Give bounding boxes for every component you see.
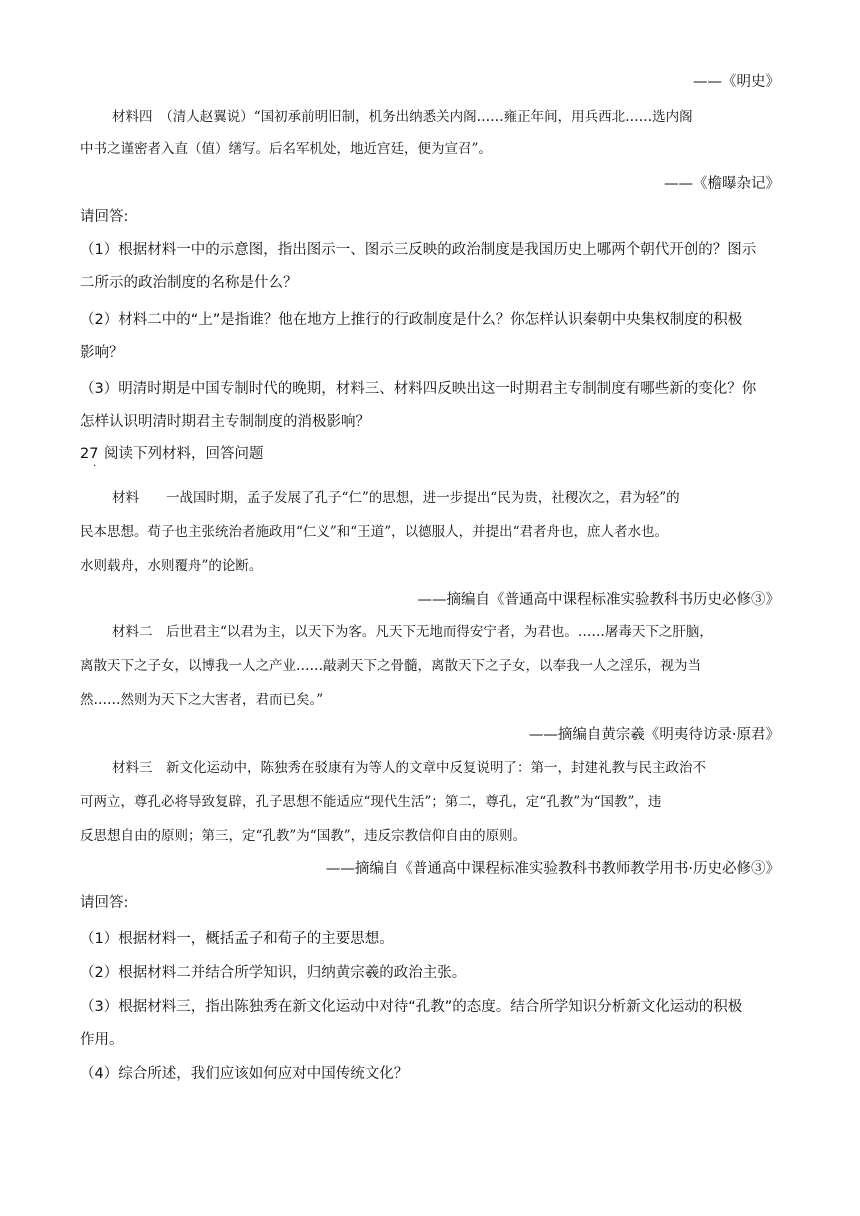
q27-material1-source: ——摘编自《普通高中课程标准实验教科书历史必修③》 [417, 592, 780, 608]
source-mingshi: ——《明史》 [693, 74, 780, 90]
q27-material2-line3: 然……然则为天下之大害者，君而已矣。” [80, 692, 324, 708]
q27-title: 阅读下列材料，回答问题 [104, 446, 264, 462]
q26-question2-line1: （2）材料二中的“上”是指谁？他在地方上推行的行政制度是什么？你怎样认识秦朝中央集权制度的积极 [80, 312, 743, 328]
q26-question3-line1: （3）明清时期是中国专制时代的晚期，材料三、材料四反映出这一时期君主专制制度有哪些新的变化？你 [80, 381, 757, 397]
q26-question1-line2: 二所示的政治制度的名称是什么？ [80, 275, 298, 291]
q27-question1: （1）根据材料一，概括孟子和荀子的主要思想。 [80, 931, 394, 947]
q27-prompt: 请回答: [80, 895, 129, 911]
q27-question3-line1: （3）根据材料三，指出陈独秀在新文化运动中对待“孔教”的态度。结合所学知识分析新文化运动的积极 [80, 999, 743, 1015]
q27-material1-line3: 水则载舟，水则覆舟”的论断。 [80, 558, 263, 574]
material4-line1: 材料四 （清人赵翼说）“国初承前明旧制，机务出纳悉关内阁……雍正年间，用兵西北……选内阁 [112, 109, 693, 125]
q27-number: 27 [80, 446, 99, 462]
q27-material3-line2: 可两立，尊孔必将导致复辟，孔子思想不能适应“现代生活”；第二，尊孔，定“孔教”为“国教”，违 [80, 794, 662, 810]
q26-question1-line1: （1）根据材料一中的示意图，指出图示一、图示三反映的政治制度是我国历史上哪两个朝代开创的？图示 [80, 242, 757, 258]
material4-line2: 中书之谨密者入直（值）缮写。后名军机处，地近宫廷，便为宣召”。 [80, 141, 492, 157]
material4-source: ——《檐曝杂记》 [664, 176, 780, 192]
q26-question3-line2: 怎样认识明清时期君主专制制度的消极影响？ [80, 414, 370, 430]
q27-material3-line1: 材料三 新文化运动中，陈独秀在驳康有为等人的文章中反复说明了：第一，封建礼教与民主政治不 [112, 760, 706, 776]
q27-material3-line3: 反思想自由的原则；第三，定“孔教”为“国教”，违反宗教信仰自由的原则。 [80, 828, 527, 844]
q27-material1-line2: 民本思想。荀子也主张统治者施政用“仁义”和“王道”，以德服人，并提出“君者舟也，庶人者水也。 [80, 524, 669, 540]
q27-question2: （2）根据材料二并结合所学知识，归纳黄宗羲的政治主张。 [80, 965, 467, 981]
q27-material1-line1: 材料 一战国时期，孟子发展了孔子“仁”的思想，进一步提出“民为贵，社稷次之，君为轻”的 [112, 490, 680, 506]
q27-material3-source: ——摘编自《普通高中课程标准实验教科书教师教学用书·历史必修③》 [325, 861, 780, 877]
q27-question3-line2: 作用。 [80, 1032, 124, 1048]
q26-question2-line2: 影响？ [80, 345, 124, 361]
q27-material2-line2: 离散天下之子女，以博我一人之产业……敲剥天下之骨髓，离散天下之子女，以奉我一人之淫乐，视为当 [80, 658, 701, 674]
q27-question4: （4）综合所述，我们应该如何应对中国传统文化？ [80, 1066, 409, 1082]
q27-material2-source: ——摘编自黄宗羲《明夷待访录·原君》 [528, 727, 780, 743]
q26-prompt: 请回答: [80, 209, 129, 225]
q27-dot: · [93, 461, 97, 472]
q27-material2-line1: 材料二 后世君主“以君为主，以天下为客。凡天下无地而得安宁者，为君也。……屠毒天下之肝脑， [112, 624, 713, 640]
